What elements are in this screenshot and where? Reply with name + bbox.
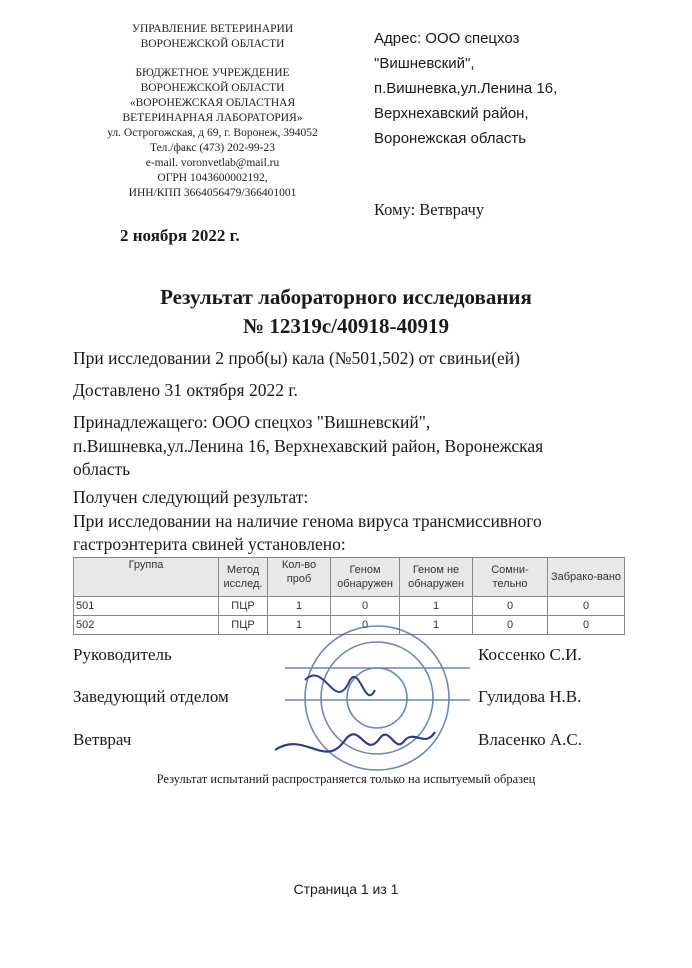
body-line: При исследовании 2 проб(ы) кала (№501,502) от свиньи(ей)	[73, 348, 520, 368]
table-cell: 0	[331, 616, 400, 635]
page-number: Страница 1 из 1	[293, 881, 399, 897]
table-row	[74, 597, 625, 616]
address-line: Верхнехавский район,	[374, 105, 529, 122]
table-cell: 0	[548, 616, 625, 635]
address-line: Воронежская область	[374, 130, 527, 147]
signature-role: Ветврач	[73, 730, 132, 749]
organization-header	[70, 22, 355, 201]
body-line: гастроэнтерита свиней установлено:	[73, 534, 346, 554]
table-cell: 0	[331, 597, 400, 616]
column-header: Кол-во проб	[268, 558, 331, 597]
body-line: область	[73, 459, 131, 479]
table-cell: ПЦР	[219, 616, 268, 635]
body-line: п.Вишневка,ул.Ленина 16, Верхнехавский район, Воронежская	[73, 436, 544, 456]
body-line: При исследовании на наличие генома вируса трансмиссивного	[73, 511, 542, 531]
org-line: ВОРОНЕЖСКОЙ ОБЛАСТИ	[140, 82, 285, 94]
column-header: Геном обнаружен	[331, 558, 400, 597]
column-header: Метод исслед.	[219, 558, 268, 597]
address-line: п.Вишневка,ул.Ленина 16,	[374, 80, 558, 97]
table-cell: 0	[473, 616, 548, 635]
table-cell: 501	[74, 597, 219, 616]
signature-role: Руководитель	[73, 645, 172, 664]
document-title	[0, 283, 692, 341]
org-line: ВЕТЕРИНАРНАЯ ЛАБОРАТОРИЯ»	[122, 112, 303, 124]
body-line: Получен следующий результат:	[73, 487, 309, 507]
org-line: ВОРОНЕЖСКОЙ ОБЛАСТИ	[140, 38, 285, 50]
table-header-row	[74, 558, 625, 597]
org-line: ОГРН 1043600002192,	[157, 172, 268, 184]
signature-name: Гулидова Н.В.	[478, 687, 582, 706]
column-header: Геном не обнаружен	[400, 558, 473, 597]
table-cell: ПЦР	[219, 597, 268, 616]
signature-role: Заведующий отделом	[73, 687, 229, 706]
body-line: Доставлено 31 октября 2022 г.	[73, 380, 298, 400]
org-line: ИНН/КПП 3664056479/366401001	[128, 187, 297, 199]
org-line: БЮДЖЕТНОЕ УЧРЕЖДЕНИЕ	[135, 67, 290, 79]
title-line: Результат лабораторного исследования	[160, 285, 532, 309]
disclaimer-note: Результат испытаний распространяется только на испытуемый образец	[156, 772, 536, 786]
org-line: УПРАВЛЕНИЕ ВЕТЕРИНАРИИ	[131, 23, 294, 35]
org-line: ул. Острогожская, д 69, г. Воронеж, 394052	[107, 127, 318, 139]
column-header: Забрако-вано	[548, 558, 625, 597]
org-line: Тел./факс (473) 202-99-23	[149, 142, 276, 154]
table-cell: 0	[473, 597, 548, 616]
table-cell: 0	[548, 597, 625, 616]
table-cell: 1	[268, 616, 331, 635]
recipient-address	[374, 26, 557, 151]
signature-name: Власенко А.С.	[478, 730, 583, 749]
table-cell: 1	[268, 597, 331, 616]
body-line: Принадлежащего: ООО спецхоз "Вишневский",	[73, 412, 431, 432]
column-header: Сомни-тельно	[473, 558, 548, 597]
recipient: Кому: Ветврачу	[374, 200, 485, 219]
address-line: "Вишневский",	[374, 55, 475, 72]
signature-name: Коссенко С.И.	[478, 645, 582, 664]
document-date: 2 ноября 2022 г.	[120, 226, 240, 245]
table-cell: 502	[74, 616, 219, 635]
org-line: «ВОРОНЕЖСКАЯ ОБЛАСТНАЯ	[129, 97, 296, 109]
org-line: e-mail. voronvetlab@mail.ru	[145, 157, 280, 169]
table-cell: 1	[400, 597, 473, 616]
column-header: Группа	[74, 558, 219, 597]
organization-stamp	[265, 620, 495, 795]
document-number: № 12319с/40918-40919	[242, 314, 449, 338]
table-cell: 1	[400, 616, 473, 635]
address-line: Адрес: ООО спецхоз	[374, 30, 520, 47]
